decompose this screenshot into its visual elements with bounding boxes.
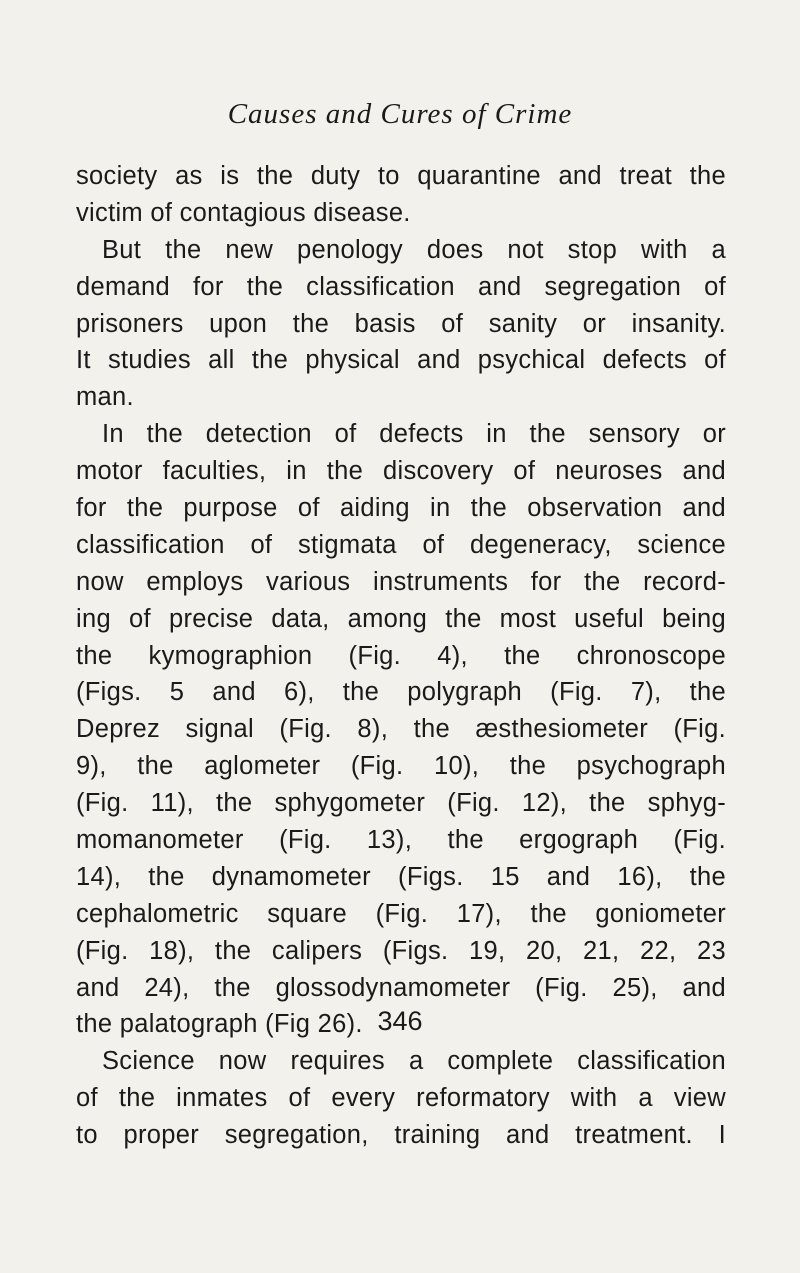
text-line: for the purpose of aiding in the observation and [76, 494, 726, 523]
text-line: demand for the classification and segregation of [76, 272, 726, 301]
text-line: classification of stigmata of degeneracy, science [76, 530, 726, 559]
text-line: victim of contagious disease. [76, 198, 411, 227]
text-line: to proper segregation, training and treatment. I [76, 1121, 726, 1150]
text-line: In the detection of defects in the sensory or [102, 420, 726, 449]
text-line: prisoners upon the basis of sanity or insanity. [76, 309, 726, 338]
text-line: society as is the duty to quarantine and treat the [76, 162, 726, 190]
text-line: Science now requires a complete classification [102, 1047, 726, 1076]
page-number: 346 [377, 1006, 423, 1036]
text-line: (Figs. 5 and 6), the polygraph (Fig. 7), the [76, 678, 726, 707]
text-line: motor faculties, in the discovery of neuroses and [76, 457, 726, 486]
text-line: now employs various instruments for the record- [76, 567, 726, 596]
text-line: It studies all the physical and psychical defects of [76, 346, 726, 375]
text-line: 14), the dynamometer (Figs. 15 and 16), the [76, 862, 726, 891]
text-line: But the new penology does not stop with a [102, 235, 726, 264]
text-line: the palatograph (Fig 26). [76, 1010, 363, 1039]
text-line: ing of precise data, among the most useful being [76, 604, 726, 633]
text-line: Deprez signal (Fig. 8), the æsthesiometer (Fig. [76, 715, 726, 744]
running-head: Causes and Cures of Crime [227, 98, 573, 130]
text-line: of the inmates of every reformatory with a view [76, 1084, 726, 1113]
text-line: the kymographion (Fig. 4), the chronoscope [76, 641, 726, 670]
text-line: cephalometric square (Fig. 17), the goniometer [76, 899, 726, 928]
text-line: man. [76, 383, 134, 412]
text-line: (Fig. 11), the sphygometer (Fig. 12), the sphyg- [76, 789, 726, 818]
text-line: momanometer (Fig. 13), the ergograph (Fig. [76, 826, 726, 855]
text-line: (Fig. 18), the calipers (Figs. 19, 20, 21, 22, 23 [76, 936, 726, 965]
text-line: 9), the aglometer (Fig. 10), the psychograph [76, 752, 726, 781]
text-line: and 24), the glossodynamometer (Fig. 25), and [76, 973, 726, 1002]
